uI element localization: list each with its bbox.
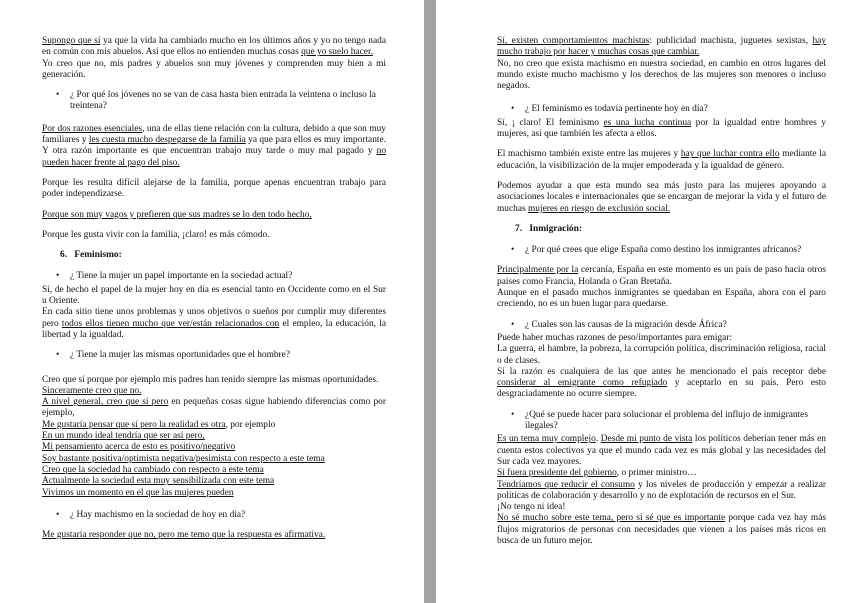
text-run: Puede haber muchas razones de peso/importantes para emigar: — [497, 332, 733, 343]
underlined-phrase: Principalmente por la — [497, 265, 579, 276]
text-line — [42, 375, 386, 386]
text-run: por la igualdad entre hombres y mujeres, así que también les afecta a ellos. — [497, 117, 826, 140]
question-bullet: • ¿ Tiene la mujer un papel importante en la sociedad actual? — [42, 271, 386, 282]
section-title: Inmigración: — [529, 223, 582, 234]
text-run: ya que para ellos es muy importante. Y otra razón importante es que encuentran trabajo muy tarde o muy mal pagado y — [42, 135, 386, 157]
text-line — [497, 367, 826, 401]
text-run: Creo que sí porque por ejemplo mis padres han tenido siempre las mismas oportunidades. — [42, 374, 379, 385]
text-line — [42, 431, 386, 442]
text-run: ya que la vida ha cambiado mucho en los últimos años y yo no tengo nada en común con mis abuelos. Así que ellos no entienden muchas cosas — [42, 36, 386, 58]
underlined-phrase: No sé mucho sobre este tema, pero sí sé que es importante — [497, 513, 726, 524]
text-run: los políticos deberían tener más en cuenta estos colectivos ya que el mundo cada vez es más global y las necesidades del Sur cada vez mayores. — [497, 434, 826, 467]
text-line — [497, 434, 826, 468]
document-page-left — [0, 0, 424, 603]
underlined-phrase: Tendríamos que reducir el consumo — [497, 479, 635, 490]
text-line — [42, 488, 386, 499]
text-line — [42, 465, 386, 476]
text-line — [42, 307, 386, 341]
text-line — [42, 442, 386, 453]
underlined-phrase: A nivel general, creo que sí pero — [42, 397, 169, 408]
text-run: No, no creo que exista machismo en nuestra sociedad, en cambio en otros lugares del mundo existe mucho machismo y los derechos de las mujeres son menores o incluso negados. — [497, 58, 826, 92]
underlined-phrase: hay mucho trabajo por hacer y muchas cosas que cambiar. — [497, 36, 827, 58]
section-number: 6. — [60, 250, 68, 261]
paragraph — [42, 36, 386, 81]
text-run: Yo creo que no, mis padres y abuelos son muy jóvenes y comprenden muy bien a mi generación. — [42, 58, 386, 80]
text-run: el empleo, la educación, la libertad y la igualdad. — [42, 318, 386, 340]
text-line — [497, 59, 826, 93]
underlined-phrase: considerar al emigrante como refugiado — [497, 378, 668, 389]
question-bullet: • ¿ Cuales son las causas de la migración desde África? — [497, 320, 826, 331]
underlined-phrase: Me gustaría pensar que sí pero la realidad es otra — [42, 419, 226, 430]
text-run: en pequeñas cosas sigue habiendo diferencias como por ejemplo, — [42, 397, 386, 419]
text-run: Si la razón es cualquiera de las que antes he mencionado el país receptor debe — [497, 366, 826, 377]
text-run: , o primer ministro… — [616, 468, 697, 479]
text-line — [497, 333, 826, 344]
paragraph: Porque son muy vagos y prefieren que sus madres se lo den todo hecho. — [42, 209, 312, 220]
text-line — [42, 420, 386, 431]
text-line — [42, 285, 386, 308]
text-line — [42, 476, 386, 487]
underlined-phrase: Supongo que sí — [42, 36, 101, 46]
paragraph — [497, 181, 826, 215]
paragraph — [42, 375, 386, 499]
underlined-phrase: todos ellos tienen mucho que ver/están relacionados con — [61, 318, 280, 329]
question-bullet: • ¿ Hay machismo en la sociedad de hoy en día? — [42, 510, 386, 521]
underlined-phrase: Vivimos un momento en el que las mujeres pueden — [42, 487, 234, 498]
text-run: , una de ellas tiene relación con la cultura, debido a que son muy familiares y — [42, 123, 386, 146]
paragraph — [497, 434, 826, 547]
text-line — [497, 502, 826, 513]
text-run: , por ejemplo — [225, 419, 276, 430]
paragraph — [497, 149, 826, 172]
underlined-phrase: Soy bastante positiva/optimista negativa/pesimista con respecto a este tema — [42, 453, 325, 464]
text-run: : publicidad machista, juguetes sexistas, — [649, 36, 813, 46]
paragraph — [42, 530, 386, 541]
underlined-phrase: Si fuera presidente del gobierno — [497, 468, 617, 479]
question-bullet: • ¿Qué se puede hacer para solucionar el problema del influjo de inmigrantes ilegales? — [497, 410, 826, 433]
text-run: mediante la educación, la visibilización de la mujer empoderada y la igualdad de género. — [497, 149, 826, 171]
text-run: y los niveles de producción y empezar a realizar políticas de colaboración y desarrollo y no de explotación de recursos en el Sur. — [497, 479, 826, 501]
question-bullet: • ¿ El feminismo es todavía pertinente hoy en día? — [497, 104, 826, 115]
underlined-phrase: Mi pensamiento acerca de esto es positivo/negativo — [42, 442, 236, 453]
underlined-phrase: Sinceramente creo que no. — [42, 385, 142, 396]
underlined-phrase: En un mundo ideal tendría que ser así pero, — [42, 431, 205, 442]
text-line — [42, 124, 386, 169]
text-run: y aceptarlo en su país. Pero esto desgraciadamente no ocurre siempre. — [497, 378, 826, 400]
text-run: . — [595, 434, 601, 445]
underlined-phrase: hay que luchar contra ello — [680, 149, 780, 160]
text-run: Aunque en el pasado muchos inmigrantes se quedaban en España, ahora con el paro creciendo, no es un buen lugar para quedarse. — [497, 288, 826, 310]
text-line — [497, 344, 826, 367]
section-number: 7. — [515, 223, 523, 234]
text-line — [42, 59, 386, 82]
paragraph — [497, 333, 826, 401]
question-bullet: • ¿ Por qué los jóvenes no se van de casa hasta bien entrada la veintena o incluso la treintena? — [42, 90, 386, 113]
text-line — [497, 265, 826, 288]
question-bullet: • ¿ Por qué crees que elige España como destino los inmigrantes africanos? — [497, 245, 826, 256]
paragraph — [42, 124, 386, 169]
text-line — [42, 397, 386, 420]
underlined-phrase: Sí, existen comportamientos machistas — [497, 36, 650, 46]
text-line — [497, 480, 826, 503]
text-line — [42, 386, 386, 397]
question-bullet: • ¿ Tiene la mujer las mismas oportunidades que el hombre? — [42, 350, 386, 361]
underlined-phrase: Por dos razones esenciales — [42, 123, 143, 134]
underlined-phrase: Me gustaría responder que no, pero me temo que la respuesta es afirmativa. — [42, 530, 326, 541]
underlined-phrase: no pueden hacer frente al pago del piso. — [42, 146, 386, 168]
text-line — [497, 513, 826, 547]
section-heading — [515, 224, 826, 235]
text-line — [497, 36, 826, 59]
document-page-right — [436, 0, 862, 603]
underlined-phrase: es una lucha continua — [603, 117, 692, 128]
underlined-phrase: mujeres en riesgo de exclusión social. — [527, 203, 671, 214]
text-line — [42, 36, 386, 59]
paragraph — [497, 118, 826, 141]
underlined-phrase: les cuesta mucho despegarse de la familia — [88, 135, 246, 146]
text-line — [497, 118, 826, 141]
text-run: En cada sitio tiene unos problemas y unos objetivos o sueños por cumplir muy diferentes pero — [42, 307, 386, 329]
text-run: porque cada vez hay más flujos migratorios de personas con necesidades que vienen a los países más ricos en busca de un futuro mejor. — [497, 513, 827, 546]
text-run: cercanía, España en este momento es un país de paso hacia otros países como Francia, Holanda o Gran Bretaña. — [497, 265, 826, 287]
text-run: El machismo también existe entre las mujeres y — [497, 149, 681, 160]
underlined-phrase: Desde mi punto de vista — [600, 434, 693, 445]
text-line — [42, 454, 386, 465]
text-line — [497, 288, 826, 311]
text-run: Sí, de hecho el papel de la mujer hoy en día es esencial tanto en Occidente como en el Sur u Oriente. — [42, 284, 386, 307]
underlined-phrase: Creo que la sociedad ha cambiado con respecto a este tema — [42, 464, 264, 475]
underlined-phrase: que yo suelo hacer. — [301, 47, 373, 58]
page-gap — [424, 0, 436, 603]
text-run: Podemos ayudar a que esta mundo sea más justo para las mujeres apoyando a asociaciones locales e internacionales que se encargan de mejorar la vida y el futuro de muchas — [497, 180, 826, 214]
text-run: La guerra, el hambre, la pobreza, la corrupción política, discriminación religiosa, racial o de clases. — [497, 344, 826, 366]
paragraph — [42, 285, 386, 341]
text-line — [497, 149, 826, 172]
section-heading — [60, 250, 386, 261]
paragraph — [497, 265, 826, 310]
text-run: Sí, ¡ claro! El feminismo — [497, 117, 604, 128]
underlined-phrase: Actualmente la sociedad esta muy sensibilizada con este tema — [42, 476, 275, 487]
paragraph — [497, 36, 826, 92]
text-run: ¡No tengo ni idea! — [497, 502, 566, 513]
paragraph: Porque les resulta difícil alejarse de la familia, porque apenas encuentran trabajo para poder independizarse. — [42, 177, 386, 200]
text-line — [42, 530, 386, 541]
text-line — [497, 468, 826, 479]
underlined-phrase: Es un tema muy complejo — [497, 434, 596, 445]
text-line — [497, 181, 826, 215]
section-title: Feminismo: — [74, 250, 122, 261]
paragraph: Porque les gusta vivir con la familia, ¡claro! es más cómodo. — [42, 229, 270, 240]
